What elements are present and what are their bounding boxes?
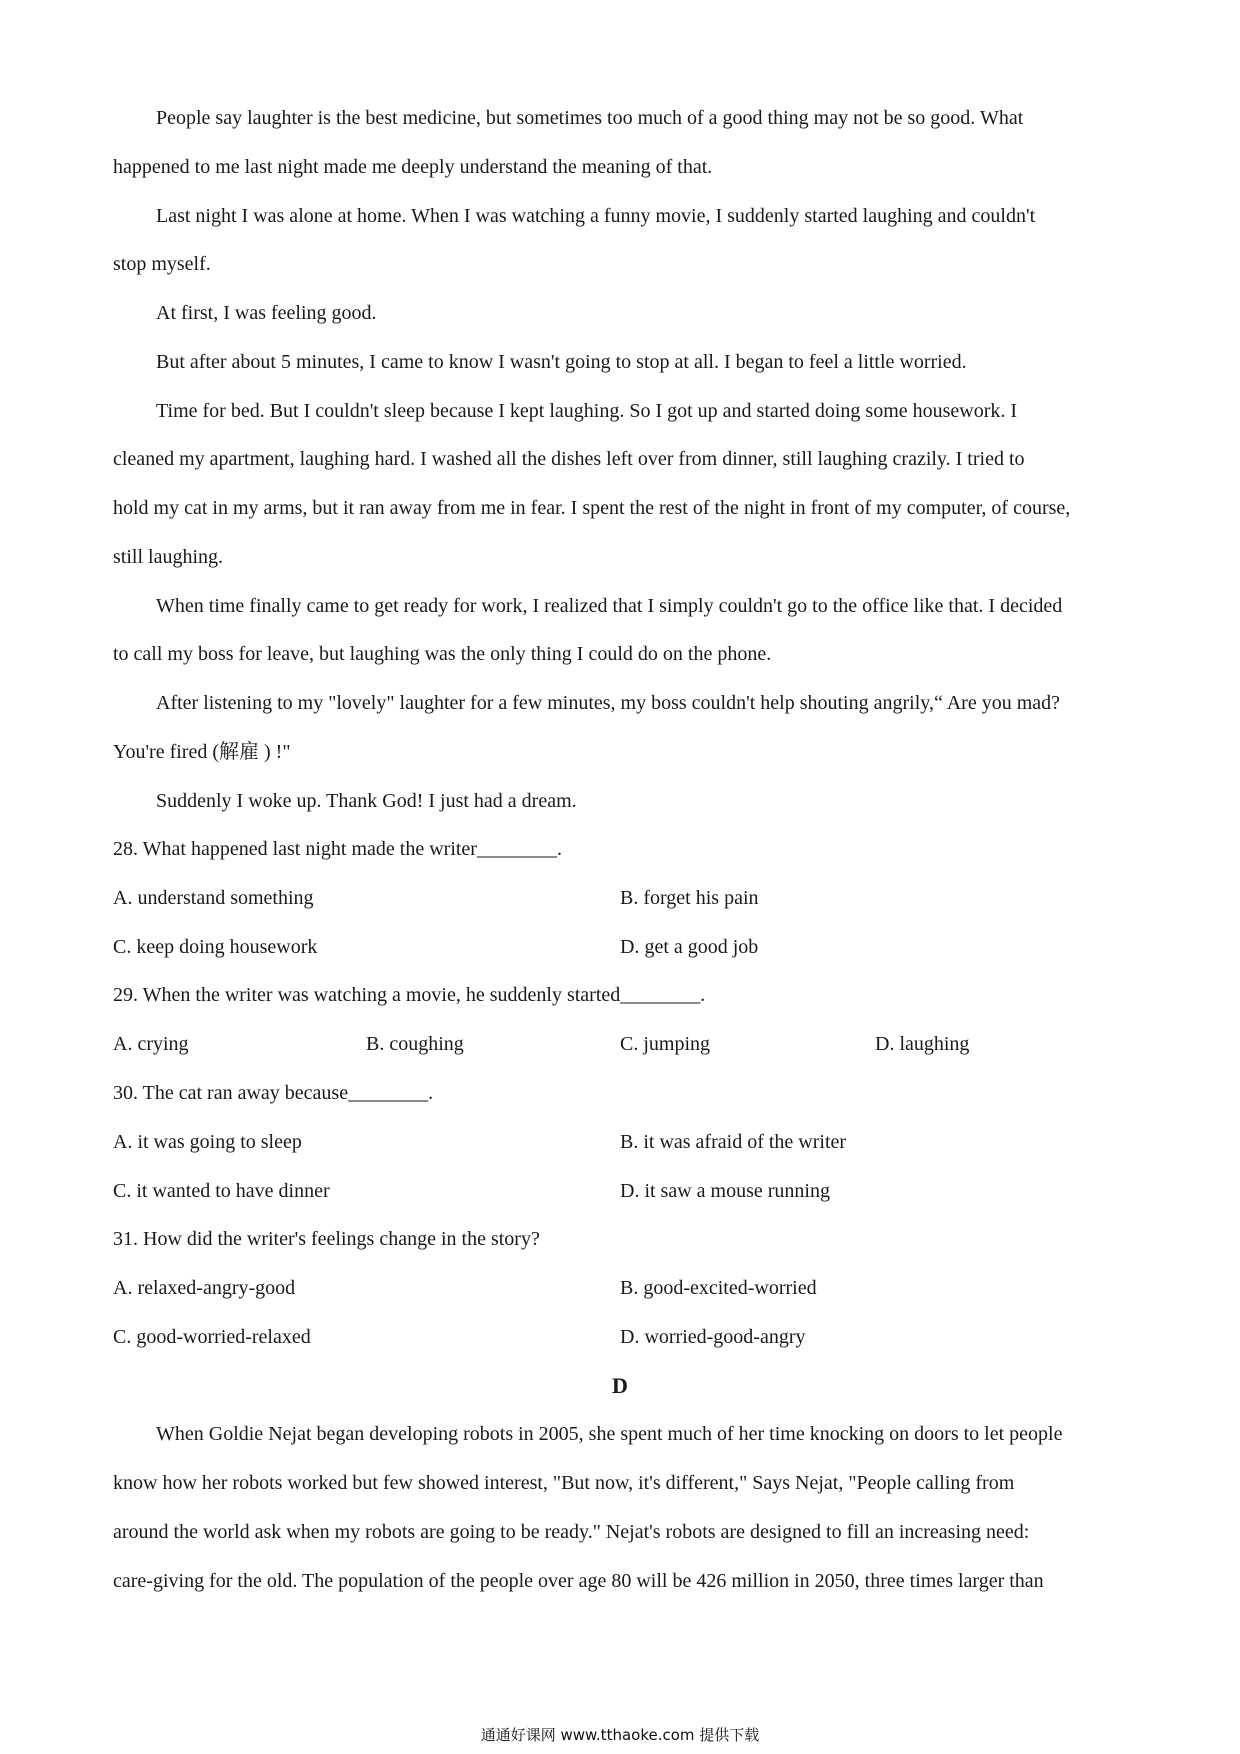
answer-option: B. good-excited-worried <box>620 1277 817 1299</box>
question-stem: 31. How did the writer's feelings change in the story? <box>113 1228 540 1250</box>
answer-option: A. relaxed-angry-good <box>113 1277 296 1299</box>
answer-option: B. it was afraid of the writer <box>620 1131 847 1153</box>
answer-option: A. it was going to sleep <box>113 1131 302 1153</box>
passage-line: to call my boss for leave, but laughing was the only thing I could do on the phone. <box>113 643 772 665</box>
passage-line: cleaned my apartment, laughing hard. I washed all the dishes left over from dinner, still laughing crazily. I tried to <box>113 448 1025 470</box>
passage-line: After listening to my "lovely" laughter for a few minutes, my boss couldn't help shouting angrily,“ Are you mad? <box>156 692 1061 714</box>
passage-line: hold my cat in my arms, but it ran away from me in fear. I spent the rest of the night in front of my computer, of course, <box>113 497 1071 519</box>
answer-option: B. coughing <box>366 1033 464 1055</box>
answer-option: C. jumping <box>620 1033 711 1055</box>
answer-option: C. good-worried-relaxed <box>113 1326 311 1348</box>
passage-line: When Goldie Nejat began developing robots in 2005, she spent much of her time knocking on doors to let people <box>156 1423 1063 1445</box>
passage-line: When time finally came to get ready for work, I realized that I simply couldn't go to the office like that. I decided <box>156 595 1063 617</box>
passage-line: Suddenly I woke up. Thank God! I just had a dream. <box>156 790 577 812</box>
passage-line: happened to me last night made me deeply understand the meaning of that. <box>113 156 713 178</box>
passage-line: People say laughter is the best medicine, but sometimes too much of a good thing may not be so good. What <box>156 107 1024 129</box>
section-heading: D <box>612 1373 628 1398</box>
passage-line: At first, I was feeling good. <box>156 302 377 324</box>
answer-option: A. crying <box>113 1033 189 1055</box>
answer-option: B. forget his pain <box>620 887 759 909</box>
page-footer: 通通好课网 www.tthaoke.com 提供下载 <box>480 1726 760 1744</box>
question-stem: 29. When the writer was watching a movie, he suddenly started________. <box>113 984 706 1006</box>
answer-option: A. understand something <box>113 887 314 909</box>
question-stem: 30. The cat ran away because________. <box>113 1082 434 1104</box>
passage-line: Time for bed. But I couldn't sleep because I kept laughing. So I got up and started doing some housework. I <box>156 400 1018 422</box>
passage-line: around the world ask when my robots are going to be ready." Nejat's robots are designed to fill an increasing need: <box>113 1521 1030 1543</box>
passage-line: Last night I was alone at home. When I was watching a funny movie, I suddenly started laughing and couldn't <box>156 205 1036 227</box>
passage-line: still laughing. <box>113 546 223 568</box>
passage-line: care-giving for the old. The population of the people over age 80 will be 426 million in 2050, three times larger than <box>113 1570 1044 1592</box>
passage-line: know how her robots worked but few showed interest, "But now, it's different," Says Nejat, "People calling from <box>113 1472 1015 1494</box>
answer-option: D. it saw a mouse running <box>620 1180 830 1202</box>
answer-option: D. worried-good-angry <box>620 1326 806 1348</box>
passage-line: But after about 5 minutes, I came to know I wasn't going to stop at all. I began to feel a little worried. <box>156 351 967 373</box>
passage-line: stop myself. <box>113 253 211 275</box>
question-stem: 28. What happened last night made the writer________. <box>113 838 562 860</box>
answer-option: D. laughing <box>875 1033 970 1055</box>
answer-option: C. keep doing housework <box>113 936 318 958</box>
answer-option: D. get a good job <box>620 936 759 958</box>
passage-line: You're fired (解雇 ) !" <box>113 741 291 763</box>
answer-option: C. it wanted to have dinner <box>113 1180 330 1202</box>
